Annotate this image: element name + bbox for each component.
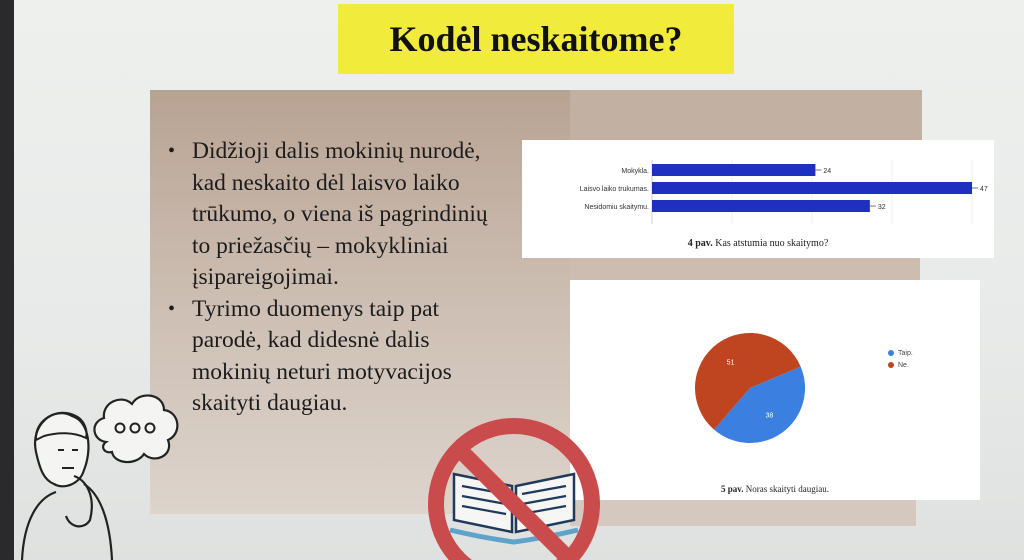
bar-caption-figure: 4 pav. [687, 238, 713, 249]
bar-value-label: 47 [980, 186, 988, 193]
title-box [338, 4, 734, 74]
legend-dot-icon [888, 362, 894, 368]
bullet-dot-icon: • [168, 297, 176, 320]
body-icon [22, 484, 112, 560]
pie-chart [570, 280, 980, 480]
pie-value-label: 51 [726, 359, 735, 367]
pie-caption-title: Noras skaityti daugiau. [745, 484, 829, 494]
bullet-text-1: Didžioji dalis mokinių nurodė, kad neskaito dėl laisvo laiko trūkumo, o viena iš pagrindinių to priežasčių – mokykliniai įsipareigojimai. [192, 138, 488, 290]
bar-chart-panel [522, 140, 994, 258]
bar-value-label: 24 [823, 168, 832, 175]
bullet-item-1 [164, 136, 494, 294]
bar-category-label: Mokykla. [621, 168, 649, 175]
bullet-list [164, 136, 494, 420]
bar-value-label: 32 [877, 204, 886, 211]
bar-chart [522, 140, 994, 240]
bar [652, 200, 870, 212]
pie-chart-caption [570, 484, 980, 494]
decorative-strip-bottom [570, 500, 916, 526]
legend-label-taip: Taip. [898, 350, 913, 357]
pie-value-label: 38 [765, 412, 774, 420]
legend-dot-icon [888, 350, 894, 356]
bar-category-label: Laisvo laiko trukumas. [579, 186, 649, 193]
bar-caption-title: Kas atstumia nuo skaitymo? [715, 238, 829, 249]
bar [652, 182, 972, 194]
thought-bubble-icon [94, 395, 177, 462]
bullet-text-2: Tyrimo duomenys taip pat parodė, kad didesnė dalis mokinių neturi motyvacijos skaityti daugiau. [192, 295, 452, 416]
legend-label-ne: Ne. [898, 362, 909, 369]
legend-item-ne [888, 362, 909, 369]
legend-item-taip [888, 350, 913, 357]
pie-caption-figure: 5 pav. [721, 484, 744, 494]
bar-chart-caption [522, 238, 994, 249]
no-reading-sign-icon [414, 414, 614, 560]
bar [652, 164, 815, 176]
thinking-person-icon [14, 380, 194, 560]
presentation-slide [14, 0, 1024, 560]
bar-category-label: Nesidomiu skaitymu. [584, 204, 649, 211]
pie-chart-panel [570, 280, 980, 500]
slide-title: Kodėl neskaitome? [389, 19, 683, 59]
bullet-item-2 [164, 294, 494, 420]
bullet-dot-icon: • [168, 140, 176, 162]
